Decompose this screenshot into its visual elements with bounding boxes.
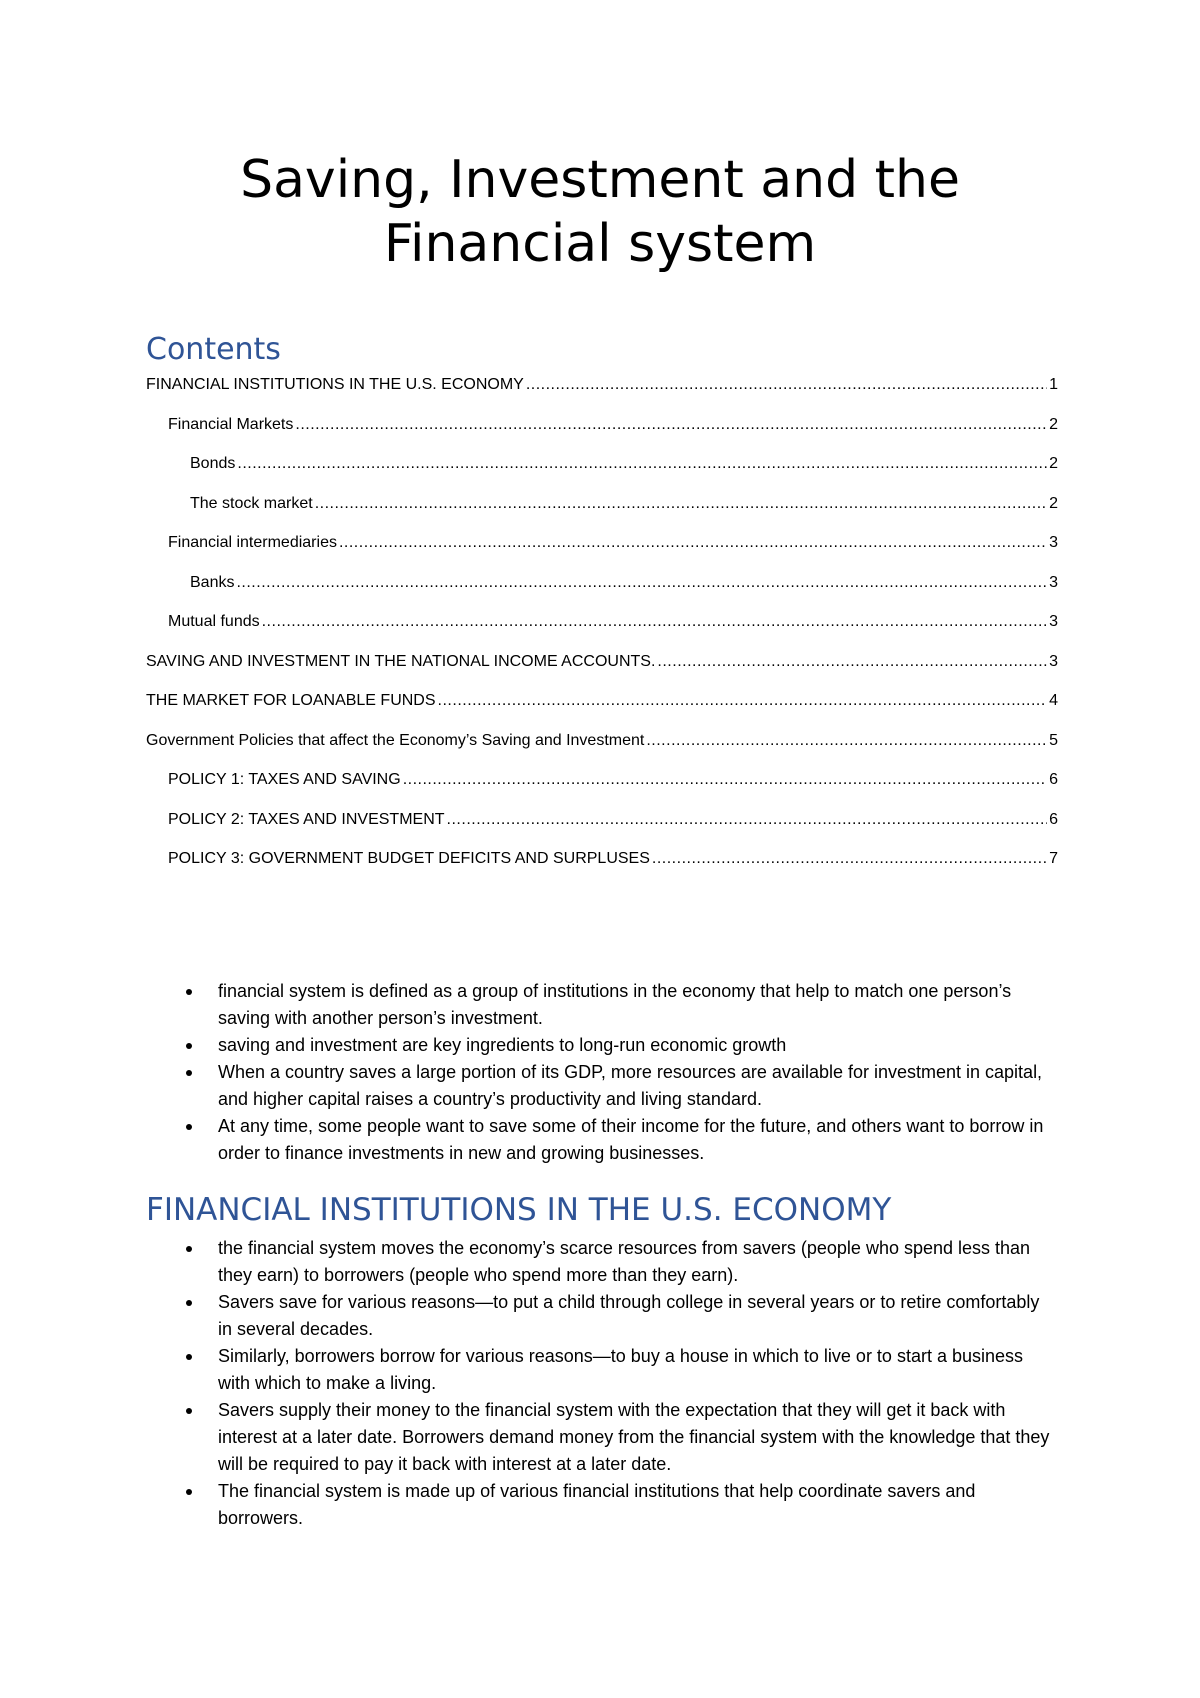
toc-entry[interactable]	[146, 375, 1058, 415]
toc-leader-dots	[315, 494, 1047, 514]
toc-entry-page: 6	[1049, 810, 1058, 828]
toc-entry-label: Financial Markets	[168, 415, 294, 433]
title-line-2: Financial system	[383, 214, 817, 274]
toc-heading: Contents	[146, 332, 281, 367]
toc-leader-dots	[652, 849, 1047, 869]
toc-leader-dots	[339, 533, 1047, 553]
toc-entry-label: Financial intermediaries	[168, 534, 337, 551]
toc-entry-label: POLICY 3: GOVERNMENT BUDGET DEFICITS AND SURPLUSES	[168, 850, 650, 867]
toc-entry-page: 2	[1049, 415, 1058, 433]
toc-entry-page: 3	[1049, 652, 1058, 670]
toc-entry[interactable]	[146, 454, 1058, 494]
list-item	[146, 1113, 1058, 1167]
title-line-1: Saving, Investment and the	[240, 150, 960, 210]
toc-entry[interactable]	[146, 494, 1058, 534]
toc-leader-dots	[262, 612, 1047, 632]
toc-entry-label: POLICY 2: TAXES AND INVESTMENT	[168, 810, 445, 828]
document-title	[0, 148, 1200, 276]
intro-bullet-list	[146, 978, 1058, 1167]
section-heading: FINANCIAL INSTITUTIONS IN THE U.S. ECONOMY	[146, 1192, 892, 1228]
toc-entry-label: Government Policies that affect the Economy’s Saving and Investment	[146, 731, 645, 749]
toc-entry-page: 6	[1049, 771, 1058, 788]
list-item-text: At any time, some people want to save some of their income for the future, and others want to borrow in order to finance investments in new and growing businesses.	[218, 1116, 1044, 1163]
toc-entry-page: 7	[1049, 850, 1058, 867]
toc-leader-dots	[646, 731, 1047, 751]
toc-entry-label: POLICY 1: TAXES AND SAVING	[168, 771, 401, 788]
toc-entry[interactable]	[146, 731, 1058, 771]
toc-entry-label: Bonds	[190, 455, 236, 472]
toc-leader-dots	[403, 770, 1047, 790]
bullet-icon	[186, 1408, 192, 1414]
list-item	[146, 1478, 1058, 1532]
list-item	[146, 1343, 1058, 1397]
bullet-icon	[186, 1124, 192, 1130]
toc-leader-dots	[447, 810, 1048, 830]
bullet-icon	[186, 989, 192, 995]
toc-leader-dots	[236, 573, 1047, 593]
toc-entry[interactable]	[146, 770, 1058, 810]
table-of-contents	[146, 375, 1058, 889]
toc-entry-page: 5	[1049, 731, 1058, 749]
list-item-text: Similarly, borrowers borrow for various reasons—to buy a house in which to live or to start a business with which to make a living.	[218, 1346, 1024, 1393]
toc-leader-dots	[438, 691, 1048, 711]
toc-entry-page: 3	[1049, 613, 1058, 630]
toc-entry[interactable]	[146, 612, 1058, 652]
toc-leader-dots	[657, 652, 1047, 672]
toc-entry-page: 4	[1049, 692, 1058, 709]
list-item	[146, 1397, 1058, 1478]
list-item-text: The financial system is made up of various financial institutions that help coordinate savers and borrowers.	[218, 1481, 976, 1528]
list-item-text: Savers supply their money to the financial system with the expectation that they will get it back with interest at a later date. Borrowers demand money from the financial system with the knowledge that they will be required to pay it back with interest at a later date.	[218, 1400, 1050, 1474]
list-item	[146, 1059, 1058, 1113]
list-item	[146, 978, 1058, 1032]
list-item-text: When a country saves a large portion of its GDP, more resources are available for investment in capital, and higher capital raises a country’s productivity and living standard.	[218, 1062, 1043, 1109]
list-item-text: saving and investment are key ingredients to long-run economic growth	[218, 1035, 787, 1055]
toc-entry-page: 1	[1049, 376, 1058, 393]
bullet-icon	[186, 1043, 192, 1049]
toc-entry[interactable]	[146, 652, 1058, 692]
toc-entry[interactable]	[146, 849, 1058, 889]
toc-leader-dots	[295, 415, 1047, 435]
toc-entry-page: 3	[1049, 534, 1058, 551]
toc-entry-page: 2	[1049, 455, 1058, 472]
toc-entry-page: 3	[1049, 573, 1058, 591]
toc-entry-label: Mutual funds	[168, 613, 260, 630]
list-item	[146, 1235, 1058, 1289]
bullet-icon	[186, 1489, 192, 1495]
section-bullet-list	[146, 1235, 1058, 1532]
list-item-text: financial system is defined as a group of institutions in the economy that help to match one person’s saving with another person’s investment.	[218, 981, 1012, 1028]
list-item	[146, 1032, 1058, 1059]
toc-entry-label: SAVING AND INVESTMENT IN THE NATIONAL INCOME ACCOUNTS.	[146, 652, 656, 670]
list-item-text: Savers save for various reasons—to put a child through college in several years or to retire comfortably in several decades.	[218, 1292, 1040, 1339]
bullet-icon	[186, 1354, 192, 1360]
toc-entry-page: 2	[1049, 494, 1058, 512]
list-item	[146, 1289, 1058, 1343]
toc-leader-dots	[237, 454, 1047, 474]
toc-entry-label: Banks	[190, 573, 235, 591]
bullet-icon	[186, 1246, 192, 1252]
toc-entry-label: The stock market	[190, 494, 313, 512]
bullet-icon	[186, 1300, 192, 1306]
toc-entry[interactable]	[146, 810, 1058, 850]
toc-entry[interactable]	[146, 691, 1058, 731]
bullet-icon	[186, 1070, 192, 1076]
toc-entry[interactable]	[146, 573, 1058, 613]
toc-entry[interactable]	[146, 533, 1058, 573]
toc-leader-dots	[526, 375, 1047, 395]
toc-entry-label: THE MARKET FOR LOANABLE FUNDS	[146, 692, 436, 709]
toc-entry[interactable]	[146, 415, 1058, 455]
toc-entry-label: FINANCIAL INSTITUTIONS IN THE U.S. ECONOMY	[146, 376, 524, 393]
list-item-text: the financial system moves the economy’s scarce resources from savers (people who spend less than they earn) to borrowers (people who spend more than they earn).	[218, 1238, 1031, 1285]
